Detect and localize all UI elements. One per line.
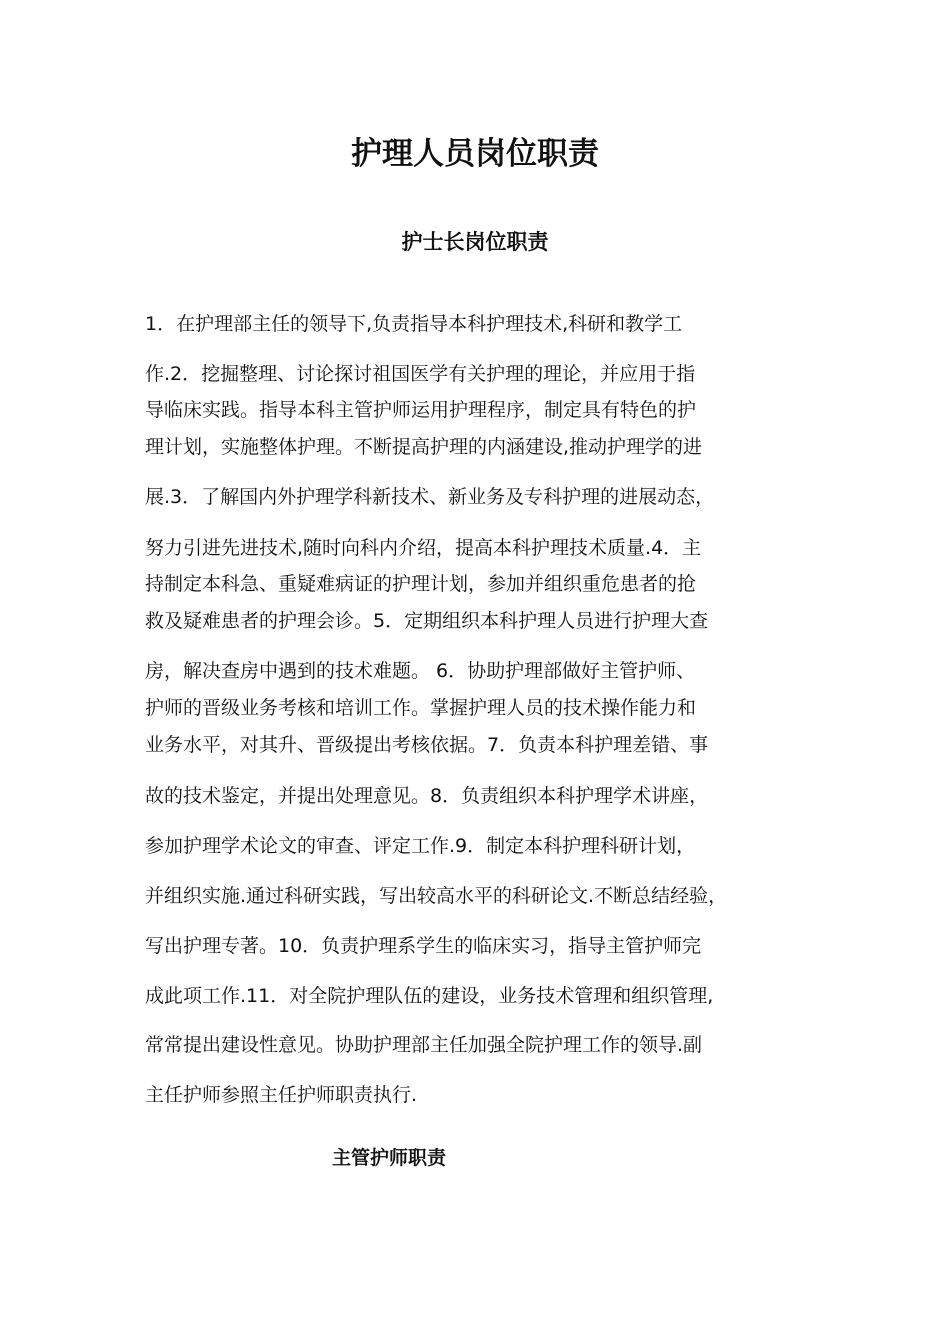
body-line: 努力引进先进技术,随时向科内介绍，提高本科护理技术质量.4．主 <box>145 537 702 559</box>
body-line: 常常提出建设性意见。协助护理部主任加强全院护理工作的领导.副 <box>145 1034 703 1056</box>
body-line: 救及疑难患者的护理会诊。5．定期组织本科护理人员进行护理大查 <box>145 610 709 632</box>
body-line: 1．在护理部主任的领导下,负责指导本科护理技术,科研和教学工 <box>145 313 683 335</box>
body-line: 理计划，实施整体护理。不断提高护理的内涵建设,推动护理学的进 <box>145 436 703 458</box>
body-line: 作.2．挖掘整理、讨论探讨祖国医学有关护理的理论，并应用于指 <box>145 363 696 385</box>
document-title: 护理人员岗位职责 <box>351 136 599 172</box>
body-line: 房，解决查房中遇到的技术难题。 6．协助护理部做好主管护师、 <box>145 660 696 682</box>
body-line: 业务水平，对其升、晋级提出考核依据。7．负责本科护理差错、事 <box>145 734 709 756</box>
body-line: 成此项工作.11．对全院护理队伍的建设，业务技术管理和组织管理, <box>145 985 714 1007</box>
body-line: 写出护理专著。10．负责护理系学生的临床实习，指导主管护师完 <box>145 935 702 957</box>
body-line: 参加护理学术论文的审查、评定工作.9．制定本科护理科研计划， <box>145 835 696 857</box>
body-line: 持制定本科急、重疑难病证的护理计划，参加并组织重危患者的抢 <box>145 573 697 595</box>
section-title-head-nurse: 护士长岗位职责 <box>401 230 549 254</box>
body-line: 并组织实施.通过科研实践，写出较高水平的科研论文.不断总结经验， <box>145 885 728 907</box>
body-line: 故的技术鉴定，并提出处理意见。8．负责组织本科护理学术讲座， <box>145 785 709 807</box>
body-line: 护师的晋级业务考核和培训工作。掌握护理人员的技术操作能力和 <box>145 697 697 719</box>
body-line: 主任护师参照主任护师职责执行. <box>145 1084 418 1106</box>
body-line: 展.3．了解国内外护理学科新技术、新业务及专科护理的进展动态， <box>145 486 715 508</box>
section-title-charge-nurse: 主管护师职责 <box>332 1147 447 1169</box>
body-line: 导临床实践。指导本科主管护师运用护理程序，制定具有特色的护 <box>145 399 697 421</box>
